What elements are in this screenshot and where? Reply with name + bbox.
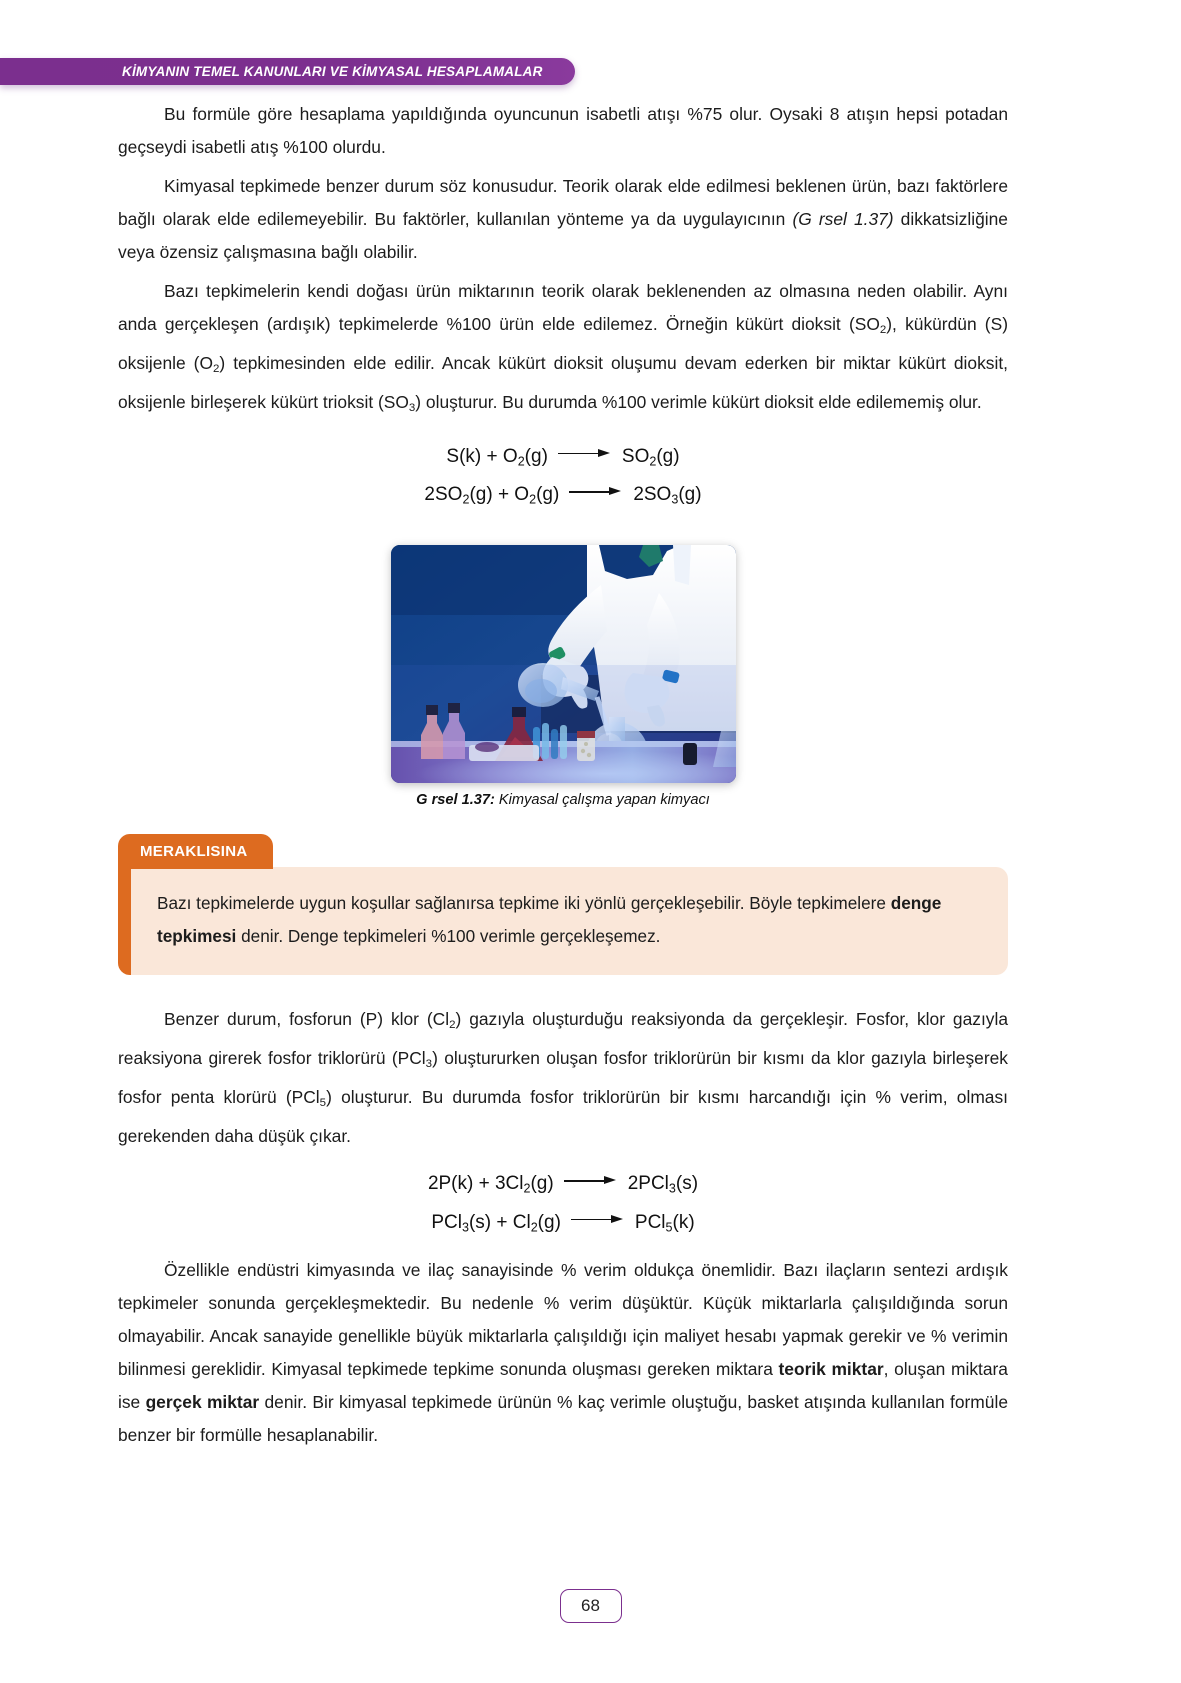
reaction-arrow-icon: [571, 1215, 625, 1225]
subscript-pcl5: 5: [319, 1097, 327, 1110]
eq-p1-left-sub: 2: [523, 1181, 531, 1196]
page-number: [560, 1589, 622, 1623]
paragraph-4-text-d: ) oluşturur. Bu durumda fosfor triklorürün bir kısmı harcandığı için % verim, olması gerekenden daha düşük çıkar.: [118, 1087, 1008, 1147]
eq-p2-left-sub1: 3: [461, 1220, 469, 1235]
laboratory-photo-graphic: [391, 545, 736, 783]
subscript-cl2-a: 2: [449, 1018, 456, 1031]
eq-s2-right-b: (g): [678, 484, 702, 506]
paragraph-2-text-b: dikkatsizliğine veya özensiz çalışmasına bağlı olabilir.: [118, 209, 1008, 262]
paragraph-4: [118, 1003, 1008, 1154]
reaction-arrow-icon: [558, 449, 612, 459]
paragraph-3-text-d: ) oluşturur. Bu durumda %100 verimle kükürt dioksit elde edilememiş olur.: [415, 392, 982, 413]
paragraph-4-text-a: Benzer durum, fosforun (P) klor (Cl: [164, 1008, 450, 1029]
page-content: [118, 98, 1008, 1458]
eq-p2-left-a: PCl: [431, 1211, 462, 1233]
paragraph-2: [118, 170, 1008, 269]
curiosity-text-bold: denge tepkimesi: [157, 892, 942, 946]
curiosity-box-body: [118, 867, 1008, 975]
eq-s1-left-sub: 2: [517, 454, 525, 469]
eq-p2-right-b: (k): [672, 1211, 695, 1233]
paragraph-5-text-b: , oluşan miktara ise: [118, 1359, 1008, 1413]
paragraph-3-text-a: Bazı tepkimelerin kendi doğası ürün miktarının teorik olarak beklenenden az olmasına neden olabilir. Aynı anda gerçekleşen (ardışık) tepkimelerde %100 ürün elde edilemez. Örneğin kükürt dioksit (SO: [118, 281, 1008, 334]
term-gercek-miktar: gerçek miktar: [145, 1392, 260, 1413]
eq-s2-left-b: (g) + O: [469, 484, 530, 506]
laboratory-photo: [391, 545, 736, 783]
page-number-value: 68: [581, 1596, 600, 1615]
eq-p1-right-b: (s): [675, 1173, 699, 1195]
eq-p2-left-b: (s) + Cl: [468, 1211, 531, 1233]
equation-phosphorus-2: [118, 1206, 1008, 1245]
equation-phosphorus-1: [118, 1167, 1008, 1206]
eq-s2-right-a: 2SO: [633, 484, 672, 506]
paragraph-3: [118, 275, 1008, 426]
paragraph-3-text-b: ), kükürdün (S) oksijenle (O: [118, 314, 1008, 374]
chapter-header-title: KİMYANIN TEMEL KANUNLARI VE KİMYASAL HESAPLAMALAR: [122, 64, 543, 79]
curiosity-box-text: [157, 887, 982, 953]
eq-p1-left-b: (g): [530, 1173, 554, 1195]
eq-s1-right-sub: 2: [649, 454, 657, 469]
curiosity-box-tab: MERAKLISINA: [118, 834, 273, 869]
eq-p2-right-a: PCl: [634, 1211, 666, 1233]
figure-caption: [118, 792, 1008, 808]
sulfur-equations: [118, 440, 1008, 517]
eq-s2-left-a: 2SO: [424, 484, 463, 506]
curiosity-box: [118, 834, 1008, 975]
paragraph-4-text-c: ) oluştururken oluşan fosfor triklorürün bir kısmı da klor gazıyla birleşerek fosfor penta klorürü (PCl: [118, 1047, 1008, 1108]
equation-sulfur-1: [118, 440, 1008, 479]
eq-s1-right-b: (g): [656, 445, 680, 467]
figure-1-37: [118, 545, 1008, 808]
eq-s2-right-sub: 3: [671, 492, 679, 507]
eq-p2-left-c: (g): [537, 1211, 561, 1233]
subscript-pcl3: 3: [425, 1058, 433, 1071]
eq-p2-left-sub2: 2: [530, 1220, 538, 1235]
phosphorus-equations: [118, 1167, 1008, 1244]
equation-sulfur-2: [118, 478, 1008, 517]
eq-p1-right-a: 2PCl: [627, 1173, 669, 1195]
subscript-so2-a: 2: [879, 324, 887, 337]
eq-s2-left-sub1: 2: [462, 492, 470, 507]
figure-caption-text: Kimyasal çalışma yapan kimyacı: [494, 791, 710, 808]
eq-s2-left-c: (g): [536, 484, 560, 506]
subscript-so3: 3: [408, 402, 416, 415]
eq-s1-left-a: S(k) + O: [446, 445, 518, 467]
eq-p1-right-sub: 3: [668, 1181, 676, 1196]
eq-s1-right-a: SO: [621, 445, 650, 467]
eq-s1-left-b: (g): [524, 445, 548, 467]
paragraph-1: [118, 98, 1008, 164]
eq-s2-left-sub2: 2: [529, 492, 537, 507]
chapter-header-band: [0, 58, 575, 85]
paragraph-4-text-b: ) gazıyla oluşturduğu reaksiyonda da gerçekleşir. Fosfor, klor gazıyla reaksiyona girerek fosfor triklorürü (PCl: [118, 1008, 1009, 1068]
paragraph-5: [118, 1254, 1008, 1452]
subscript-o2: 2: [213, 363, 220, 376]
figure-caption-label: G rsel 1.37:: [416, 791, 495, 808]
reaction-arrow-icon: [564, 1176, 618, 1186]
curiosity-text-b: denir. Denge tepkimeleri %100 verimle gerçekleşemez.: [236, 925, 661, 946]
paragraph-3-text-c: ) tepkimesinden elde edilir. Ancak kükürt dioksit oluşumu devam ederken bir miktar kükürt dioksit, oksijenle birleşerek kükürt trioksit (SO: [118, 353, 1008, 413]
paragraph-2-text-a: Kimyasal tepkimede benzer durum söz konusudur. Teorik olarak elde edilmesi beklenen ürün, bazı faktörlere bağlı olarak elde edilemeyebilir. Bu faktörler, kullanılan yönteme ya da uygulayıcının: [118, 176, 1008, 229]
eq-p2-right-sub: 5: [665, 1220, 673, 1235]
paragraph-5-text-c: denir. Bir kimyasal tepkimede ürünün % kaç verimle oluştuğu, basket atışında kullanılan formüle benzer bir formülle hesaplanabilir.: [118, 1392, 1009, 1446]
paragraph-1-text: Bu formüle göre hesaplama yapıldığında oyuncunun isabetli atışı %75 olur. Oysaki 8 atışın hepsi potadan geçseydi isabetli atış %100 olurdu.: [118, 104, 1008, 157]
term-teorik-miktar: teorik miktar: [778, 1359, 884, 1380]
eq-p1-left-a: 2P(k) + 3Cl: [427, 1173, 524, 1195]
reaction-arrow-icon: [569, 487, 623, 497]
figure-reference: (G rsel 1.37): [792, 209, 894, 229]
curiosity-text-a: Bazı tepkimelerde uygun koşullar sağlanırsa tepkime iki yönlü gerçekleşebilir. Böyle tepkimelere: [157, 892, 891, 913]
paragraph-5-text-a: Özellikle endüstri kimyasında ve ilaç sanayisinde % verim oldukça önemlidir. Bazı ilaçların sentezi ardışık tepkimeler sonunda gerçekleşmektedir. Bu nedenle % verim düşüktür. Küçük miktarlarla çalışıldığında sorun olmayabilir. Ancak sanayide genellikle büyük miktarlarla çalışıldığı için maliyet hesabı yapmak gerekir ve % verimin bilinmesi gereklidir. Kimyasal tepkimede tepkime sonunda oluşması gereken miktara: [118, 1260, 1008, 1380]
